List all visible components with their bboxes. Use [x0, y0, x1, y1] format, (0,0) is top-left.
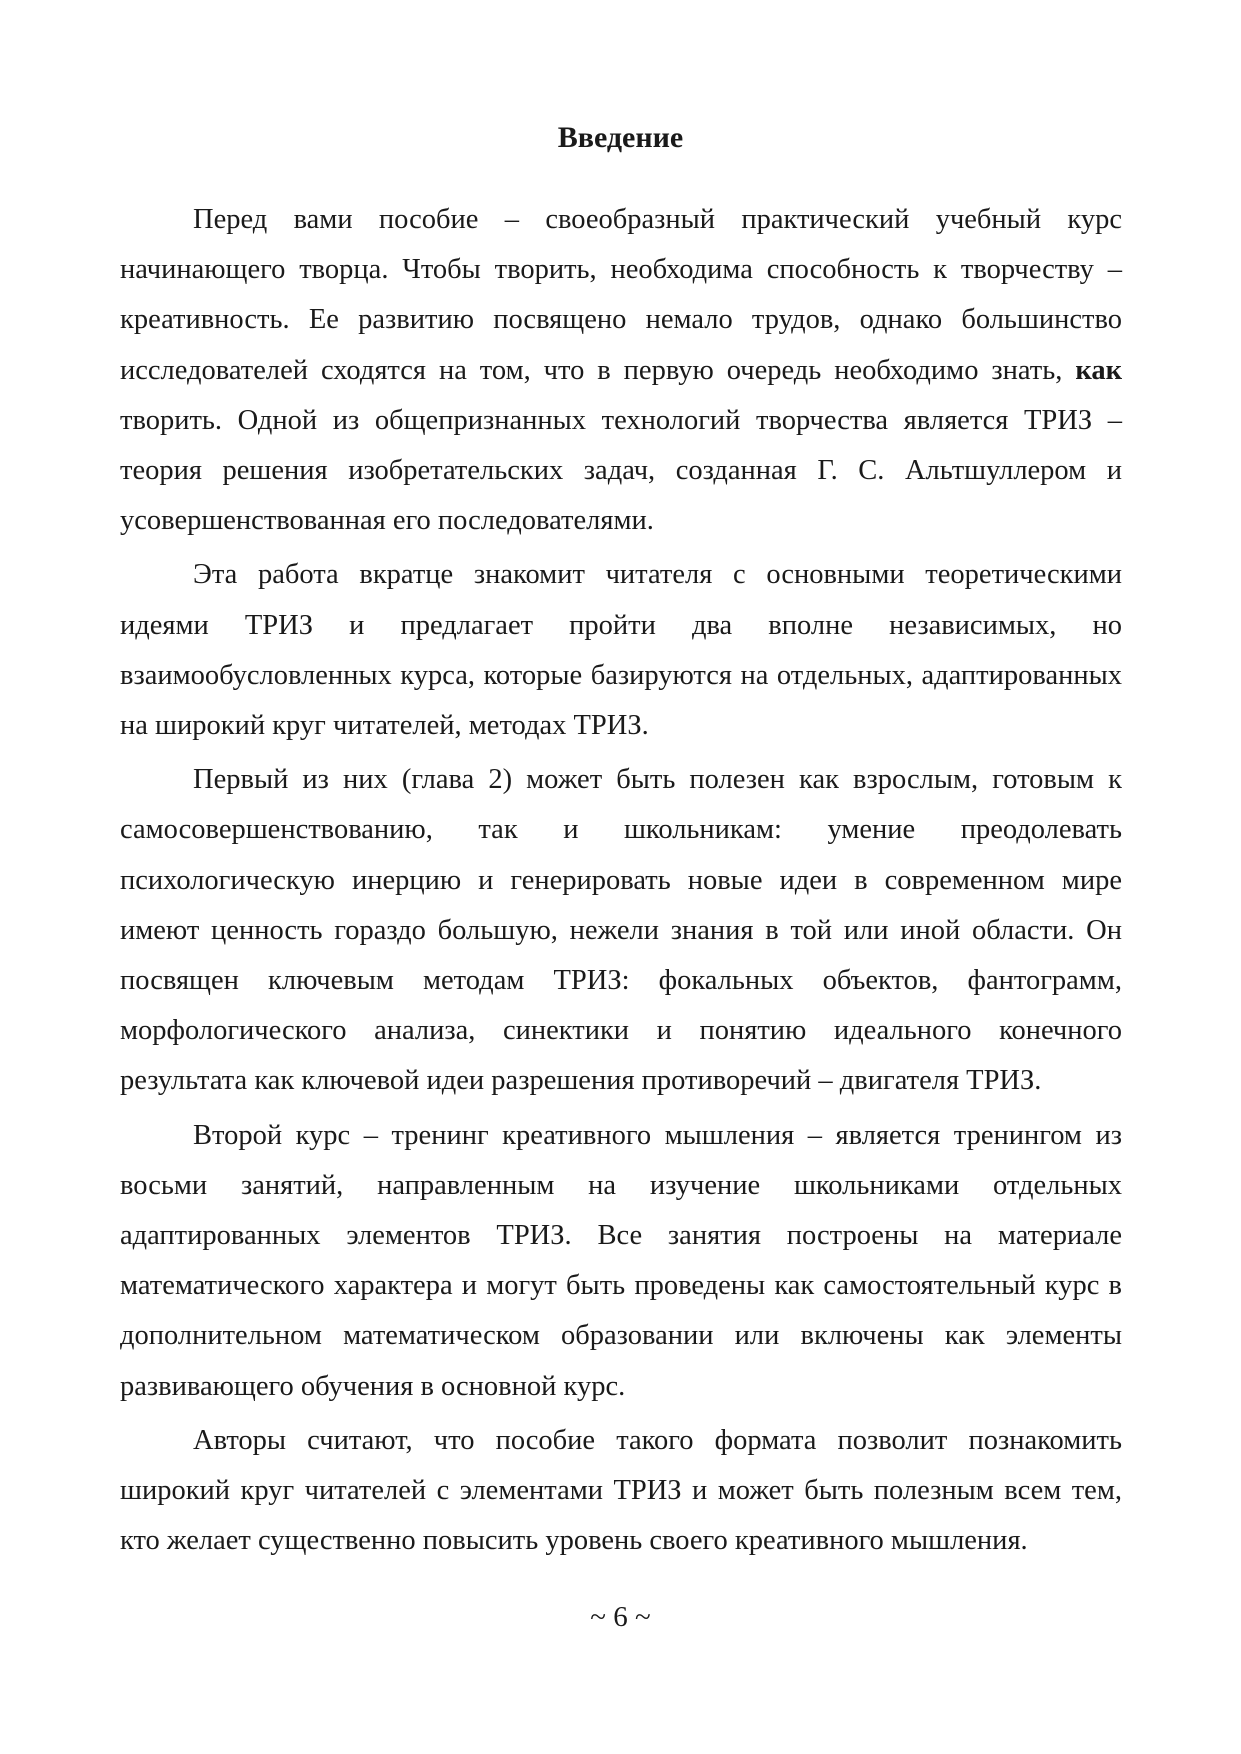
emphasis-word: как: [1075, 354, 1122, 386]
page-title: Введение: [557, 121, 684, 154]
paragraph-1-part-1: Перед вами пособие – своеобразный практический учебный курс начинающего творца. Чтобы творить, необходима способность к творчеству – креативность. Ее развитию посвящено немало трудов, однако большинство исследователей сходятся на том, что в первую очередь необходимо знать,: [120, 204, 1122, 386]
paragraph-2: Эта работа вкратце знакомит читателя с основными теоретическими идеями ТРИЗ и предлагает пройти два вполне независимых, но взаимообусловленных курса, которые базируются на отдельных, адаптированных на широкий круг читателей, методах ТРИЗ.: [120, 559, 1122, 742]
paragraph-5: Авторы считают, что пособие такого формата позволит познакомить широкий круг читателей с элементами ТРИЗ и может быть полезным всем тем, кто желает существенно повысить уровень своего креативного мышления.: [120, 1424, 1122, 1557]
page-number: ~ 6 ~: [590, 1601, 651, 1633]
body-text: [120, 195, 1122, 1570]
paragraph-1: [120, 195, 1122, 546]
paragraph-3: Первый из них (глава 2) может быть полезен как взрослым, готовым к самосовершенствованию, так и школьникам: умение преодолевать психологическую инерцию и генерировать новые идеи в современном мире имеют ценность гораздо большую, нежели знания в той или иной области. Он посвящен ключевым методам ТРИЗ: фокальных объектов, фантограмм, морфологического анализа, синектики и понятию идеального конечного результата как ключевой идеи разрешения противоречий – двигателя ТРИЗ.: [120, 764, 1122, 1097]
paragraph-4: Второй курс – тренинг креативного мышления – является тренингом из восьми занятий, направленным на изучение школьниками отдельных адаптированных элементов ТРИЗ. Все занятия построены на материале математического характера и могут быть проведены как самостоятельный курс в дополнительном математическом образовании или включены как элементы развивающего обучения в основной курс.: [120, 1119, 1122, 1402]
paragraph-1-part-2: творить. Одной из общепризнанных технологий творчества является ТРИЗ – теория решения изобретательских задач, созданная Г. С. Альтшуллером и усовершенствованная его последователями.: [120, 404, 1122, 537]
